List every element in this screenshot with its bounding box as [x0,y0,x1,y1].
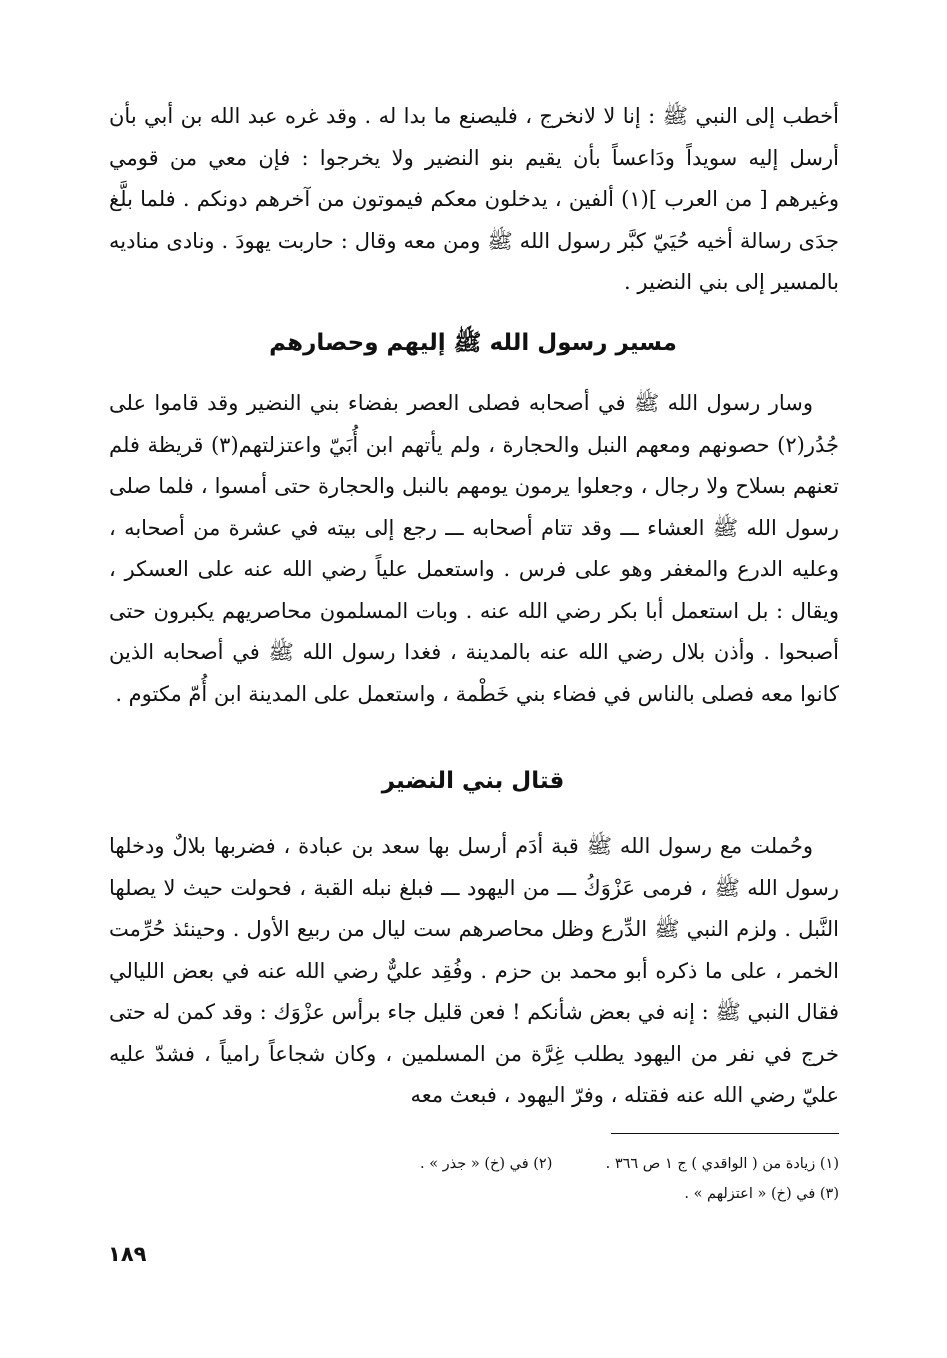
paragraph-opening: أخطب إلى النبي ﷺ : إنا لا لانخرج ، فليصنع ما بدا له . وقد غره عبد الله بن أبي بأن أرسل إليه سويداً ودَاعساً بأن يقيم بنو النضير ولا يخرجوا : فإن معي من قومي وغيرهم [ من العرب ](١) ألفين ، يدخلون معكم فيموتون من آخرهم دونكم . فلما بلَّغ جدَى رسالة أخيه حُيَيّ كبَّر رسول الله ﷺ ومن معه وقال : حاربت يهودَ . ونادى مناديه بالمسير إلى بني النضير . [109,104,839,294]
paragraph-march: وسار رسول الله ﷺ في أصحابه فصلى العصر بفضاء بني النضير وقد قاموا على جُدُر(٢) حصونهم ومعهم النبل والحجارة ، ولم يأتهم ابن أُبَيّ واعتزلتهم(٣) قريظة فلم تعنهم بسلاح ولا رجال ، وجعلوا يرمون يومهم بالنبل والحجارة حتى أمسوا ، فلما صلى رسول الله ﷺ العشاء ـــ وقد تتام أصحابه ـــ رجع إلى بيته في عشرة من أصحابه ، وعليه الدرع والمغفر وهو على فرس . واستعمل علياً رضي الله عنه على العسكر ، ويقال : بل استعمل أبا بكر رضي الله عنه . وبات المسلمون محاصريهم يكبرون حتى أصبحوا . وأذن بلال رضي الله عنه بالمدينة ، فغدا رسول الله ﷺ في أصحابه الذين كانوا معه فصلى بالناس في فضاء بني خَطْمة ، واستعمل على المدينة ابن أُمّ مكتوم . [109,391,839,706]
footnote-3: (٣) في (خ) « اعتزلهم » . [684,1186,839,1202]
section-heading-march: مسير رسول الله ﷺ إليهم وحصارهم [269,330,677,356]
page-number: ١٨٩ [108,1242,147,1266]
footnotes-row-1 [109,1150,839,1178]
section-heading-battle: قتال بني النضير [381,768,565,794]
footnotes-row-2 [109,1180,839,1208]
footnote-2: (٢) في (خ) « جذر » . [419,1156,553,1172]
footnote-divider [611,1133,839,1134]
footnote-1: (١) زيادة من ( الواقدي ) ج ١ ص ٣٦٦ . [605,1156,839,1172]
paragraph-battle: وحُملت مع رسول الله ﷺ قبة أدَم أرسل بها سعد بن عبادة ، فضربها بلالٌ ودخلها رسول الله ﷺ ، فرمى عَزْوَكُ ـــ من اليهود ـــ فبلغ نبله القبة ، فحولت حيث لا يصلها النَّبل . ولزم النبي ﷺ الدِّرع وظل محاصرهم ست ليال من ربيع الأول . وحينئذ حُرِّمت الخمر ، على ما ذكره أبو محمد بن حزم . وفُقِد عليٌّ رضي الله عنه في بعض الليالي فقال النبي ﷺ : إنه في بعض شأنكم ! فعن قليل جاء برأس عزْوَك : وقد كمن له حتى خرج في نفر من اليهود يطلب غِرَّة من المسلمين ، وكان شجاعاً رامياً ، فشدّ عليه عليّ رضي الله عنه فقتله ، وفرّ اليهود ، فبعث معه [109,834,839,1107]
